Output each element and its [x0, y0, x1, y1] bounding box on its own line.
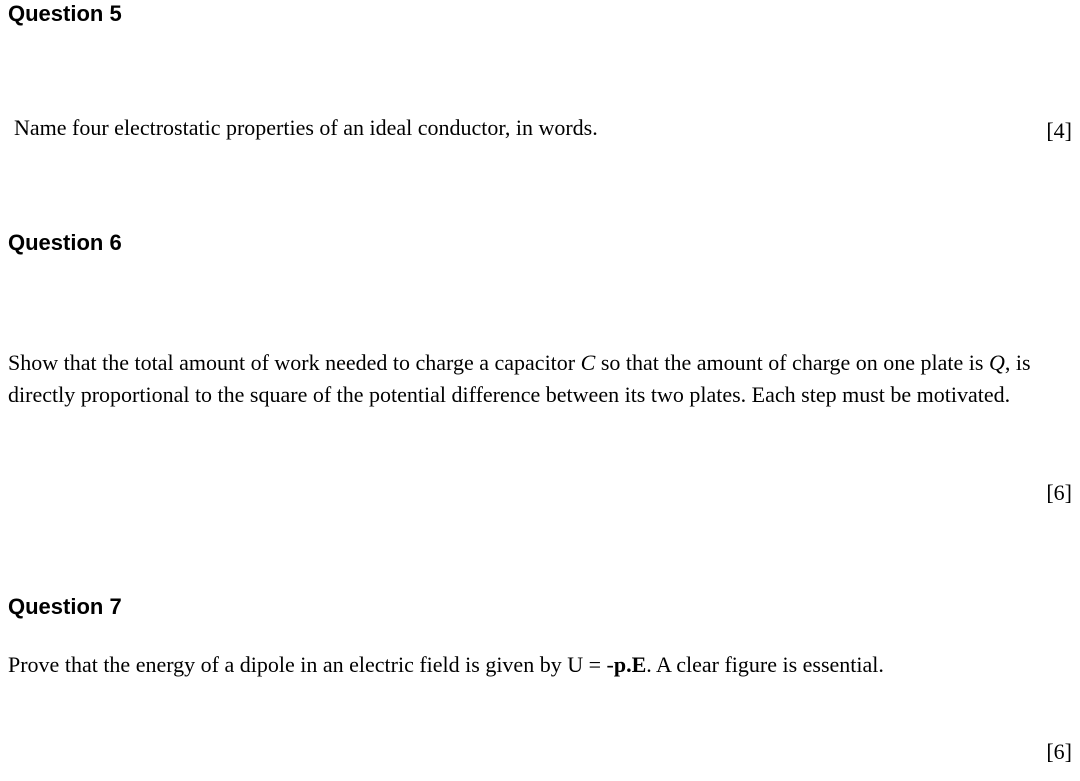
charge-symbol: Q [988, 350, 1005, 375]
question-7-marks: [6] [1046, 739, 1072, 764]
question-6-text-part-2: so that the amount of charge on one plate is [595, 350, 989, 375]
question-5-marks: [4] [1046, 118, 1072, 143]
capacitance-symbol: C [580, 350, 596, 375]
question-7-text-part-2: . A clear figure is essential. [646, 652, 884, 677]
dipole-field-vectors: p.E [613, 652, 647, 677]
question-6-text-part-3: , is directly proportional to the square of the potential difference between its two plates. Each step must be motivated. [8, 350, 1031, 407]
question-7-text [8, 649, 1070, 681]
question-7-text-part-1: Prove that the energy of a dipole in an electric field is given by U = - [8, 652, 614, 677]
question-5-text: Name four electrostatic properties of an ideal conductor, in words. [14, 115, 598, 140]
question-7-heading: Question 7 [8, 594, 122, 619]
question-6-marks: [6] [1046, 480, 1072, 505]
question-6-heading: Question 6 [8, 230, 122, 255]
question-6-text [8, 347, 1070, 411]
question-6-text-part-1: Show that the total amount of work needed to charge a capacitor [8, 350, 581, 375]
question-5-heading: Question 5 [8, 1, 122, 26]
